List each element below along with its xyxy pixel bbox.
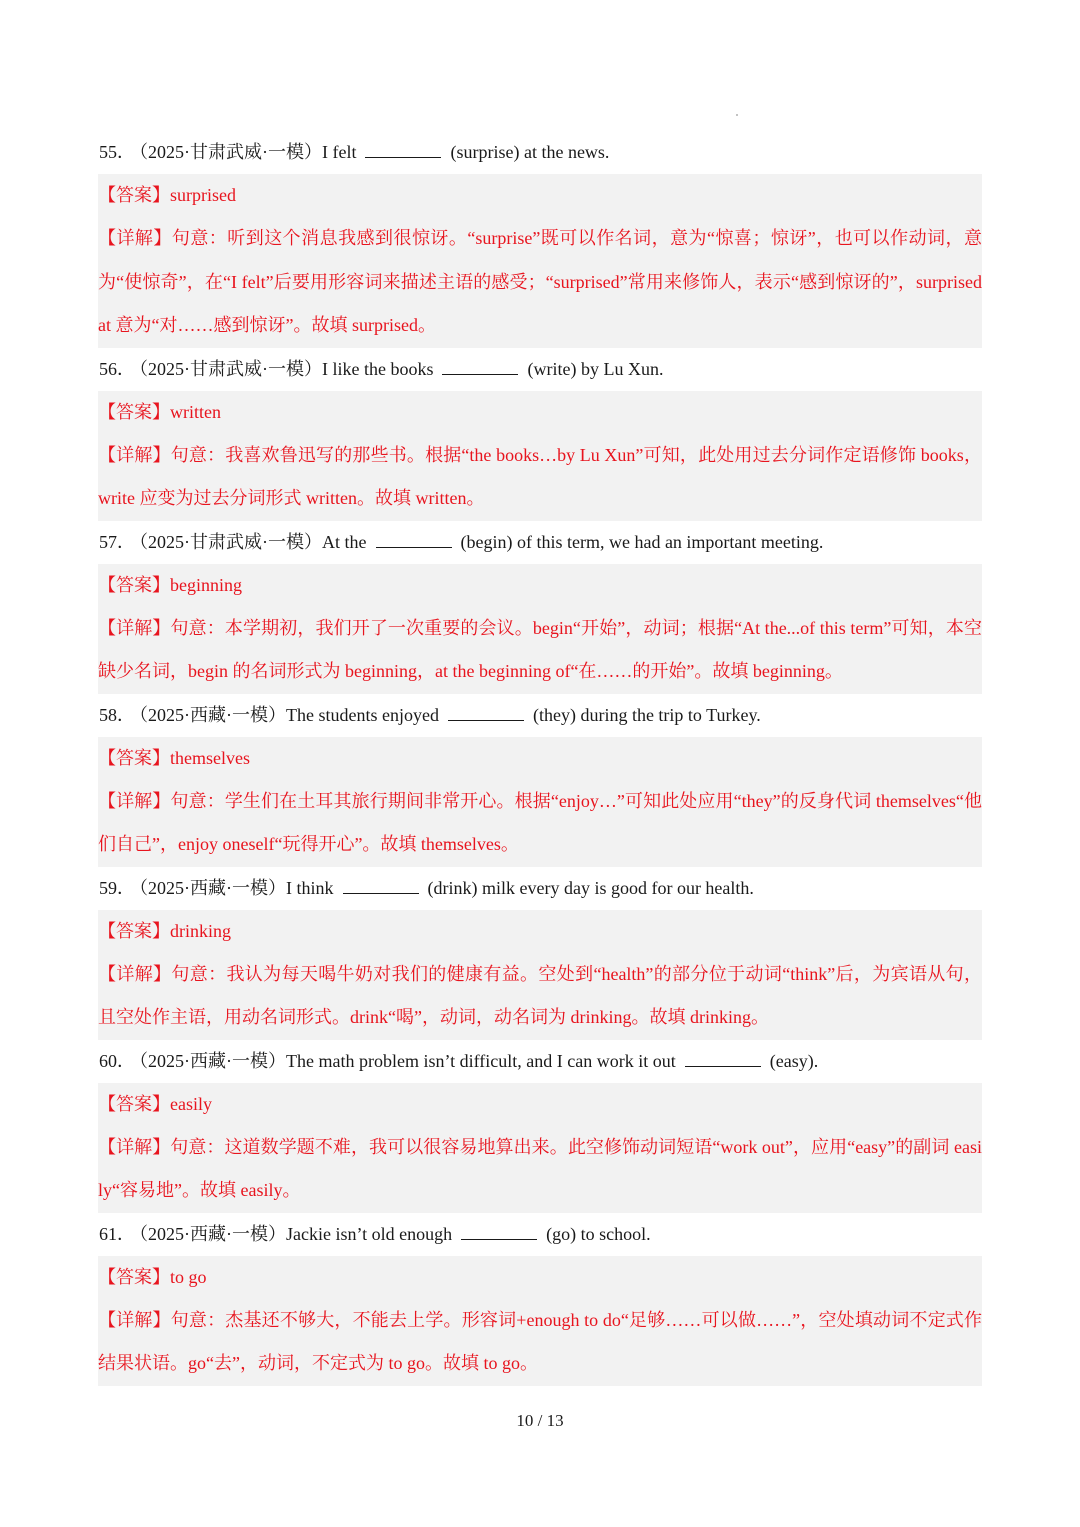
question-text-after: (begin) of this term, we had an important meeting. (460, 531, 824, 552)
answer-label: 【答案】 (98, 920, 170, 941)
question-source: （2025·甘肃武威·一模） (139, 142, 322, 162)
page-number: 10 / 13 (516, 1411, 564, 1430)
question-59 (98, 867, 982, 910)
question-text-before: I think (286, 877, 334, 898)
detail-text: 句意：听到这个消息我感到很惊讶。“surprise”既可以作名词，意为“惊喜；惊讶”，也可以作动词，意为“使惊奇”，在“I felt”后要用形容词来描述主语的感受；“surprised”常用来修饰人，表示“感到惊讶的”，surprised at 意为“对……感到惊讶”。故填 surprised。 (98, 228, 982, 335)
detail-text: 句意：杰基还不够大，不能去上学。形容词+enough to do“足够……可以做……”，空处填动词不定式作结果状语。go“去”，动词，不定式为 to go。故填 to go。 (98, 1309, 982, 1373)
answer-blank (685, 1052, 761, 1067)
answer-blank (365, 143, 441, 158)
answer-label: 【答案】 (98, 574, 170, 595)
detail-text: 句意：这道数学题不难，我可以很容易地算出来。此空修饰动词短语“work out”，应用“easy”的副词 easily“容易地”。故填 easily。 (98, 1136, 982, 1200)
answer-label: 【答案】 (98, 401, 170, 422)
question-61 (98, 1213, 982, 1256)
question-list (98, 131, 982, 1386)
detail-label: 【详解】 (98, 228, 172, 248)
detail-label: 【详解】 (98, 963, 172, 984)
question-text-after: (go) to school. (546, 1223, 651, 1244)
detail-line (98, 1126, 982, 1213)
question-source: （2025·西藏·一模） (139, 1223, 286, 1244)
detail-label: 【详解】 (98, 790, 171, 811)
question-source: （2025·西藏·一模） (139, 877, 286, 898)
question-60 (98, 1040, 982, 1083)
question-57 (98, 521, 982, 564)
answer-value: drinking (170, 920, 231, 941)
detail-text: 句意：本学期初，我们开了一次重要的会议。begin“开始”，动词；根据“At the...of this term”可知，本空缺少名词，begin 的名词形式为 beginning，at the beginning of“在……的开始”。故填 beginning。 (98, 617, 982, 681)
detail-label: 【详解】 (98, 1136, 171, 1157)
detail-label: 【详解】 (98, 444, 171, 465)
question-text-after: (drink) milk every day is good for our health. (427, 877, 754, 898)
question-number: 61． (99, 1223, 135, 1244)
question-source: （2025·甘肃武威·一模） (139, 358, 322, 379)
detail-text: 句意：我喜欢鲁迅写的那些书。根据“the books…by Lu Xun”可知，此处用过去分词作定语修饰 books，write 应变为过去分词形式 written。故填 written。 (98, 444, 982, 508)
answer-blank (461, 1225, 537, 1240)
question-text-after: (they) during the trip to Turkey. (532, 704, 761, 725)
question-text-before: The math problem isn’t difficult, and I can work it out (286, 1050, 676, 1071)
detail-line (98, 217, 982, 348)
question-source: （2025·西藏·一模） (139, 1050, 286, 1071)
answer-blank (442, 360, 518, 375)
question-number: 58． (99, 704, 135, 725)
question-text-before: I like the books (322, 358, 434, 379)
answer-label: 【答案】 (98, 747, 170, 768)
answer-block-57 (98, 564, 982, 694)
detail-line (98, 953, 982, 1040)
answer-blank (376, 533, 452, 548)
detail-line (98, 780, 982, 867)
detail-line (98, 607, 982, 694)
answer-value: surprised (170, 185, 236, 205)
answer-line (98, 1256, 982, 1299)
detail-label: 【详解】 (98, 617, 171, 638)
question-number: 60． (99, 1050, 135, 1071)
answer-label: 【答案】 (98, 1266, 170, 1287)
answer-label: 【答案】 (98, 1093, 170, 1114)
question-58 (98, 694, 982, 737)
question-text-before: Jackie isn’t old enough (286, 1223, 453, 1244)
detail-line (98, 434, 982, 521)
answer-line (98, 910, 982, 953)
answer-block-58 (98, 737, 982, 867)
answer-label: 【答案】 (98, 185, 170, 205)
question-text-after: (easy). (769, 1050, 819, 1071)
answer-block-60 (98, 1083, 982, 1213)
question-source: （2025·西藏·一模） (139, 704, 286, 725)
answer-line (98, 1083, 982, 1126)
question-number: 56． (99, 358, 135, 379)
page-mark (736, 114, 738, 116)
answer-line (98, 174, 982, 217)
answer-value: beginning (170, 574, 242, 595)
answer-value: to go (170, 1266, 207, 1287)
question-text-before: I felt (322, 142, 357, 162)
answer-blank (343, 879, 419, 894)
detail-text: 句意：学生们在土耳其旅行期间非常开心。根据“enjoy…”可知此处应用“they”的反身代词 themselves“他们自己”，enjoy oneself“玩得开心”。故填 themselves。 (98, 790, 983, 854)
question-56 (98, 348, 982, 391)
answer-line (98, 391, 982, 434)
question-text-before: At the (322, 531, 367, 552)
answer-block-56 (98, 391, 982, 521)
answer-value: easily (170, 1093, 212, 1114)
question-text-before: The students enjoyed (286, 704, 439, 725)
answer-block-55 (98, 174, 982, 348)
answer-block-59 (98, 910, 982, 1040)
question-number: 55． (99, 142, 135, 162)
answer-line (98, 737, 982, 780)
question-55 (98, 131, 982, 174)
answer-block-61 (98, 1256, 982, 1386)
detail-text: 句意：我认为每天喝牛奶对我们的健康有益。空处到“health”的部分位于动词“think”后，为宾语从句，且空处作主语，用动名词形式。drink“喝”，动词，动名词为 drinking。故填 drinking。 (98, 963, 983, 1027)
detail-line (98, 1299, 982, 1386)
question-text-after: (surprise) at the news. (450, 142, 610, 162)
question-source: （2025·甘肃武威·一模） (139, 531, 322, 552)
question-number: 59． (99, 877, 135, 898)
answer-blank (448, 706, 524, 721)
detail-label: 【详解】 (98, 1309, 171, 1330)
answer-line (98, 564, 982, 607)
answer-value: themselves (170, 747, 250, 768)
answer-value: written (170, 401, 221, 422)
question-number: 57． (99, 531, 135, 552)
question-text-after: (write) by Lu Xun. (527, 358, 664, 379)
